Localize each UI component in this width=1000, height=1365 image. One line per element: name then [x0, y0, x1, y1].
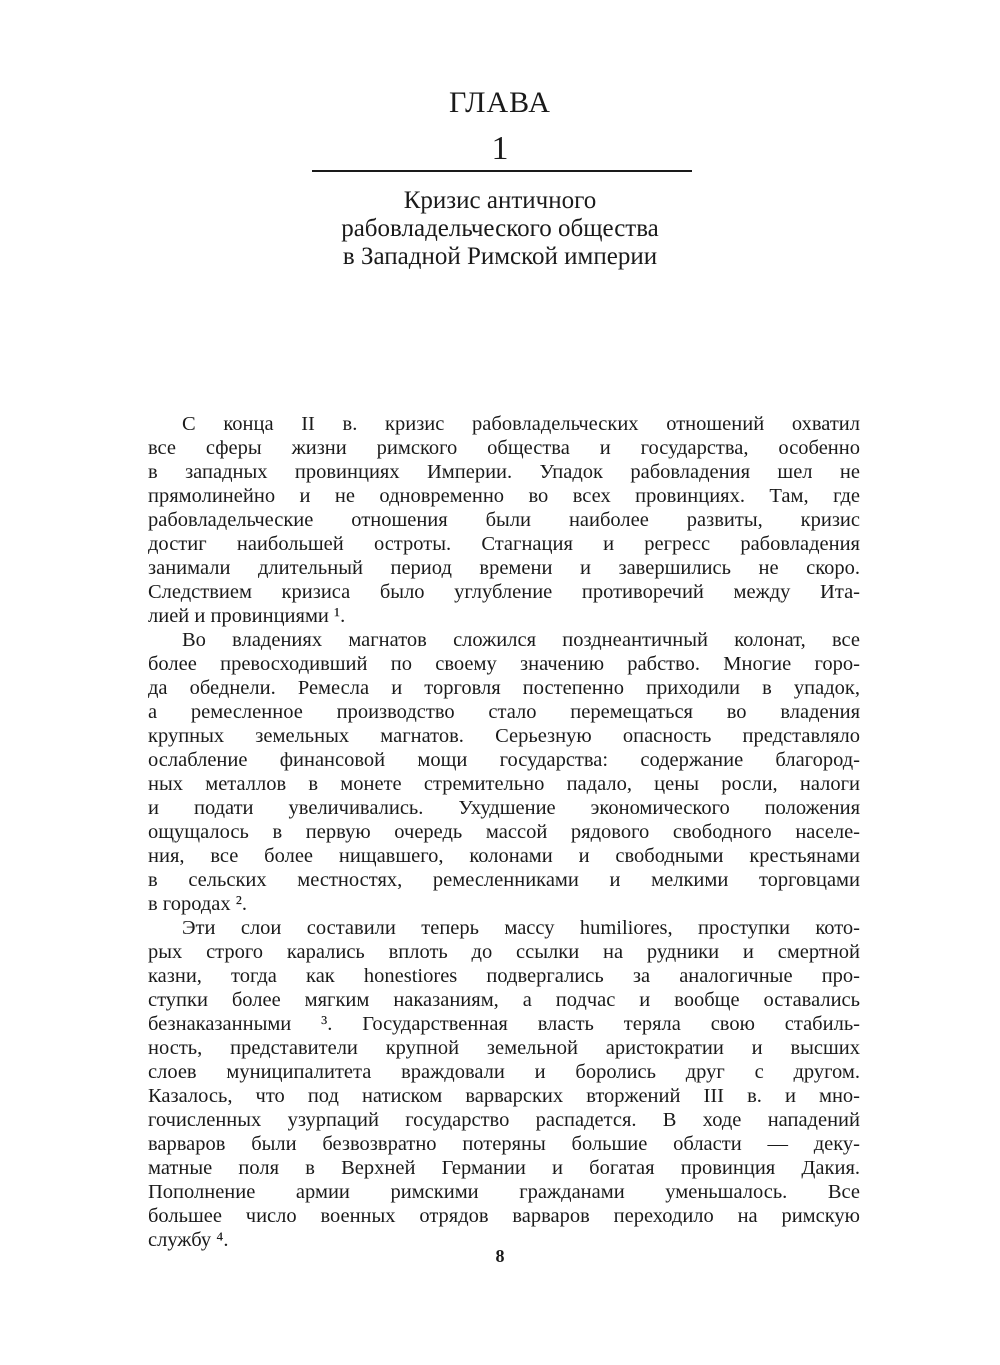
- text-line: лией и провинциями ¹.: [148, 605, 346, 627]
- text-line: в западных провинциях Империи. Упадок рабовладения шел не: [148, 461, 860, 483]
- text-line: Следствием кризиса было углубление противоречий между Ита-: [148, 581, 860, 603]
- text-line: ность, представители крупной земельной аристократии и высших: [148, 1037, 860, 1059]
- text-line: варваров были безвозвратно потеряны большие области — деку-: [148, 1133, 860, 1155]
- text-line: все сферы жизни римского общества и государства, особенно: [148, 437, 860, 459]
- text-line: ступки более мягким наказаниям, а подчас и вообще оставались: [148, 989, 860, 1011]
- text-line: матные поля в Верхней Германии и богатая провинция Дакия.: [148, 1157, 860, 1179]
- chapter-rule-divider: [312, 170, 692, 172]
- text-line: Казалось, что под натиском варварских вторжений III в. и мно-: [148, 1085, 860, 1107]
- paragraph-2: [148, 628, 860, 916]
- text-line: рых строго карались вплоть до ссылки на рудники и смертной: [148, 941, 860, 963]
- text-line: гочисленных узурпаций государство распадется. В ходе нападений: [148, 1109, 860, 1131]
- text-line: ослабление финансовой мощи государства: содержание благород-: [148, 749, 860, 771]
- text-line: Эти слои составили теперь массу humiliores, проступки кото-: [182, 917, 860, 939]
- text-line: ния, все более нищавшего, колонами и свободными крестьянами: [148, 845, 860, 867]
- text-line: слоев муниципалитета враждовали и боролись друг с другом.: [148, 1061, 860, 1083]
- chapter-title-line: Кризис античного: [403, 187, 597, 214]
- text-line: в сельских местностях, ремесленниками и мелкими торговцами: [148, 869, 860, 891]
- chapter-title: [0, 187, 1000, 271]
- text-line: большее число военных отрядов варваров переходило на римскую: [148, 1205, 860, 1227]
- text-line: ных металлов в монете стремительно падало, цены росли, налоги: [148, 773, 860, 795]
- text-line: ощущалось в первую очередь массой рядового свободного населе-: [148, 821, 860, 843]
- text-line: безнаказанными ³. Государственная власть теряла свою стабиль-: [148, 1013, 860, 1035]
- text-line: а ремесленное производство стало перемещаться во владения: [148, 701, 860, 723]
- page-number: 8: [495, 1246, 505, 1266]
- text-line: более превосходивший по своему значению рабство. Многие горо-: [148, 653, 860, 675]
- text-line: крупных земельных магнатов. Серьезную опасность представляло: [148, 725, 860, 747]
- text-line: казни, тогда как honestiores подвергались за аналогичные про-: [148, 965, 860, 987]
- chapter-number: 1: [491, 130, 509, 167]
- paragraph-3: [148, 916, 860, 1252]
- text-line: Во владениях магнатов сложился позднеантичный колонат, все: [182, 629, 860, 651]
- text-line: занимали длительный период времени и завершились не скоро.: [148, 557, 860, 579]
- text-line: достиг наибольшей остроты. Стагнация и регресс рабовладения: [148, 533, 860, 555]
- body-text: [148, 412, 860, 1252]
- chapter-label: ГЛАВА: [449, 86, 551, 119]
- text-line: и подати увеличивались. Ухудшение экономического положения: [148, 797, 860, 819]
- text-line: С конца II в. кризис рабовладельческих отношений охватил: [182, 413, 860, 435]
- chapter-title-line: рабовладельческого общества: [341, 215, 659, 242]
- text-line: Пополнение армии римскими гражданами уменьшалось. Все: [148, 1181, 860, 1203]
- chapter-title-line: в Западной Римской империи: [342, 243, 658, 270]
- text-line: в городах ².: [148, 893, 248, 915]
- text-line: рабовладельческие отношения были наиболее развиты, кризис: [148, 509, 860, 531]
- paragraph-1: [148, 412, 860, 628]
- text-line: да обеднели. Ремесла и торговля постепенно приходили в упадок,: [148, 677, 860, 699]
- text-line: службу ⁴.: [148, 1229, 229, 1251]
- text-line: прямолинейно и не одновременно во всех провинциях. Там, где: [148, 485, 860, 507]
